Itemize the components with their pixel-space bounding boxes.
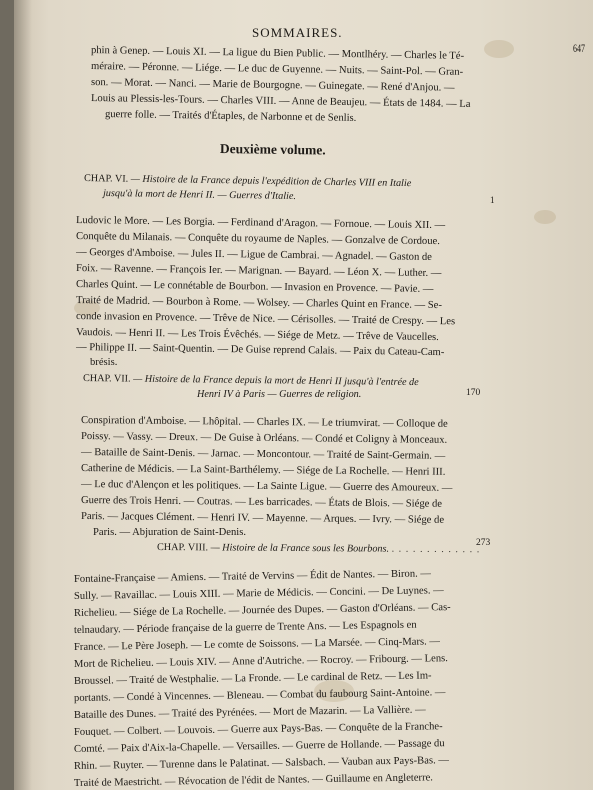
text-line: Louis au Plessis-les-Tours. — Charles VIII. — Anne de Beaujeu. — États de 1484. — La — [90, 93, 471, 110]
text-line: Mort de Richelieu. — Louis XIV. — Anne d'Autriche. — Rocroy. — Fribourg. — Lens. — [73, 653, 448, 670]
text-line: Conspiration d'Amboise. — Lhôpital. — Charles IX. — Le triumvirat. — Colloque de — [80, 415, 448, 430]
text-line: telnaudary. — Période française de la guerre de Trente Ans. — Les Espagnols en — [73, 619, 417, 636]
text-line: — Le duc d'Alençon et les politiques. — La Sainte Ligue. — Guerre des Amoureux. — — [80, 479, 453, 494]
chapter-label: CHAP. VIII. — [156, 542, 209, 554]
text-line: phin à Genep. — Louis XI. — La ligue du Bien Public. — Montlhéry. — Charles le Té- — [90, 45, 465, 62]
text-line: Paris. — Abjuration de Saint-Denis. — [93, 527, 247, 538]
text-line: France. — Le Père Joseph. — Le comte de Soissons. — La Marsée. — Cinq-Mars. — — [73, 636, 441, 653]
chapter-page: 170 — [466, 388, 481, 398]
chapter-title-line: — Histoire de la France sous les Bourbons. — [210, 542, 390, 555]
text-line: Fouquet. — Colbert. — Louvois. — Guerre aux Pays-Bas. — Conquête de la Franche- — [73, 721, 443, 738]
text-line: Paris. — Jacques Clément. — Henri IV. — Mayenne. — Arques. — Ivry. — Siége de — [80, 511, 445, 526]
chapter-title-line: — Histoire de la France depuis l'expédition de Charles VIII en Italie — [130, 173, 412, 190]
text-line: brésis. — [90, 357, 118, 368]
chapter-title-line: jusqu'à la mort de Henri II. — Guerres d'Italie. — [102, 188, 297, 203]
text-line: Comté. — Paix d'Aix-la-Chapelle. — Versailles. — Guerre de Hollande. — Passage du — [73, 738, 445, 755]
text-line: méraire. — Péronne. — Liége. — Le duc de Guyenne. — Nuits. — Saint-Pol. — Gran- — [90, 61, 464, 78]
text-line: Broussel. — Traité de Westphalie. — La Fronde. — Le cardinal de Retz. — Les Im- — [73, 670, 432, 687]
text-line: Charles Quint. — Le connétable de Bourbon. — Invasion en Provence. — Pavie. — — [75, 279, 434, 295]
text-line: Traité de Madrid. — Bourbon à Rome. — Wolsey. — Charles Quint en France. — Se- — [75, 295, 442, 312]
text-line: Fontaine-Française — Amiens. — Traité de Vervins — Édit de Nantes. — Biron. — — [73, 568, 432, 585]
text-line: portants. — Condé à Vincennes. — Bleneau. — Combat du faubourg Saint-Antoine. — — [73, 687, 446, 704]
book-page — [14, 0, 593, 790]
text-line: Bataille des Dunes. — Traité des Pyrénées. — Mort de Mazarin. — La Vallière. — — [73, 704, 426, 721]
chapter-page: 1 — [490, 195, 495, 205]
page-number: 647 — [573, 41, 586, 55]
text-line: — Philippe II. — Saint-Quentin. — De Guise reprend Calais. — Paix du Cateau-Cam- — [75, 342, 445, 359]
text-line: Poissy. — Vassy. — Dreux. — De Guise à Orléans. — Condé et Coligny à Monceaux. — [80, 431, 448, 446]
text-line: Foix. — Ravenne. — François Ier. — Marignan. — Bayard. — Léon X. — Luther. — — [75, 263, 442, 280]
chapter-label: CHAP. VII. — [82, 373, 131, 385]
chapter-heading — [83, 372, 419, 389]
page-gutter-shadow — [14, 0, 32, 790]
text-line: Traité de Maestricht. — Révocation de l'édit de Nantes. — Guillaume en Angleterre. — [73, 772, 434, 789]
text-line: Sully. — Ravaillac. — Louis XIII. — Marie de Médicis. — Concini. — De Luynes. — — [73, 585, 444, 602]
text-line: guerre folle. — Traités d'Étaples, de Narbonne et de Senlis. — [104, 109, 357, 124]
dot-leader: . . . . . . . . . . . . . — [391, 543, 481, 556]
volume-title: Deuxième volume. — [219, 141, 326, 158]
text-line: Guerre des Trois Henri. — Coutras. — Les barricades. — États de Blois. — Siége de — [80, 495, 443, 510]
text-line: — Bataille de Saint-Denis. — Jarnac. — Moncontour. — Traité de Saint-Germain. — — [80, 447, 446, 462]
text-line: — Georges d'Amboise. — Jules II. — Ligue de Cambrai. — Agnadel. — Gaston de — [75, 247, 432, 263]
chapter-label: CHAP. VI. — [83, 173, 129, 185]
text-line: conde invasion en Provence. — Trêve de Nice. — Cérisolles. — Traité de Crespy. — Les — [75, 311, 456, 328]
chapter-title-line: — Histoire de la France depuis la mort de Henri II jusqu'à l'entrée de — [133, 373, 419, 389]
text-line: Catherine de Médicis. — La Saint-Barthélemy. — Siége de La Rochelle. — Henri III. — [80, 463, 446, 478]
text-line: Conquête du Milanais. — Conquête du royaume de Naples. — Gonzalve de Cordoue. — [75, 231, 440, 248]
text-line: Rhin. — Ruyter. — Turenne dans le Palatinat. — Salsbach. — Vauban aux Pays-Bas. — — [73, 755, 450, 772]
paper-stain — [484, 40, 514, 58]
text-line: son. — Morat. — Nanci. — Marie de Bourgogne. — Guinegate. — René d'Anjou. — — [90, 77, 455, 94]
running-head: SOMMAIRES. — [252, 25, 343, 40]
paper-stain — [534, 210, 556, 224]
text-line: Ludovic le More. — Les Borgia. — Ferdinand d'Aragon. — Fornoue. — Louis XII. — — [75, 215, 446, 232]
chapter-heading — [157, 541, 480, 556]
chapter-title-line: Henri IV à Paris — Guerres de religion. — [197, 389, 362, 400]
chapter-page: 273 — [476, 538, 491, 548]
text-line: Richelieu. — Siége de La Rochelle. — Journée des Dupes. — Gaston d'Orléans. — Cas- — [73, 602, 451, 619]
text-line: Vaudois. — Henri II. — Les Trois Évêchés. — Siége de Metz. — Trêve de Vaucelles. — [75, 327, 439, 344]
